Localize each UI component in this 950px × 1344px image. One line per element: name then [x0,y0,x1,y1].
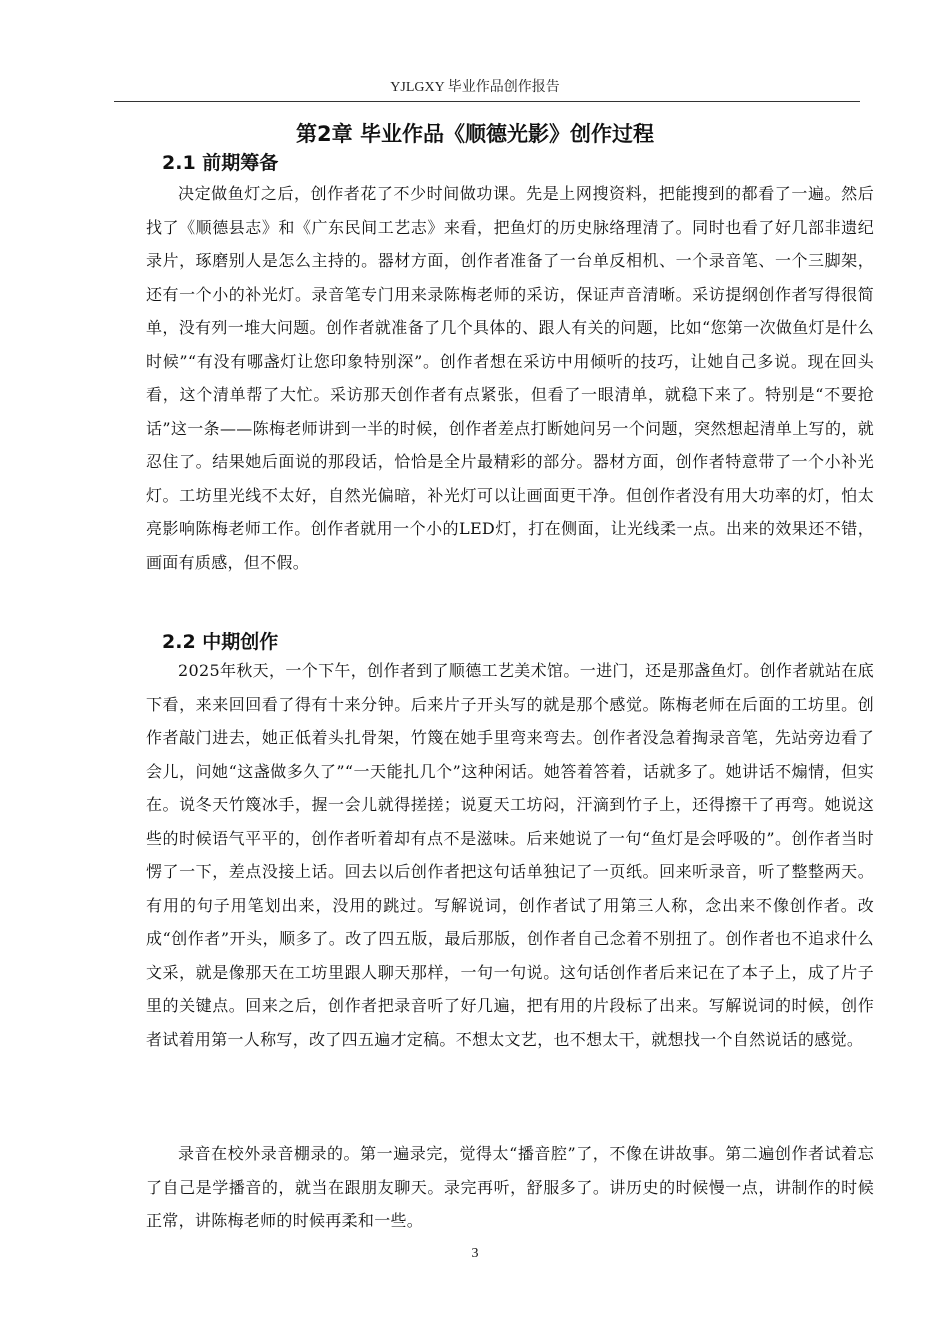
paragraph-2-2-1: 2025年秋天，一个下午，创作者到了顺德工艺美术馆。一进门，还是那盏鱼灯。创作者就站在底下看，来来回回看了得有十来分钟。后来片子开头写的就是那个感觉。陈梅老师在后面的工坊里。创作者敲门进去，她正低着头扎骨架，竹篾在她手里弯来弯去。创作者没急着掏录音笔，先站旁边看了会儿，问她“这盏做多久了”“一天能扎几个”这种闲话。她答着答着，话就多了。她讲话不煽情，但实在。说冬天竹篾冰手，握一会儿就得搓搓；说夏天工坊闷，汗滴到竹子上，还得擦干了再弯。她说这些的时候语气平平的，创作者听着却有点不是滋味。后来她说了一句“鱼灯是会呼吸的”。创作者当时愣了一下，差点没接上话。回去以后创作者把这句话单独记了一页纸。回来听录音，听了整整两天。有用的句子用笔划出来，没用的跳过。写解说词，创作者试了用第三人称，念出来不像创作者。改成“创作者”开头，顺多了。改了四五版，最后那版，创作者自己念着不别扭了。创作者也不追求什么文采，就是像那天在工坊里跟人聊天那样，一句一句说。这句话创作者后来记在了本子上，成了片子里的关键点。回来之后，创作者把录音听了好几遍，把有用的片段标了出来。写解说词的时候，创作者试着用第一人称写，改了四五遍才定稿。不想太文艺，也不想太干，就想找一个自然说话的感觉。 [146,661,874,1049]
chapter-title: 第2章 毕业作品《顺德光影》创作过程 [296,122,654,146]
section-heading-2-1: 2.1 前期筹备 [162,152,279,174]
page-number: 3 [471,1246,479,1261]
section-heading-2-2: 2.2 中期创作 [162,631,279,653]
running-header: YJLGXY 毕业作品创作报告 [390,80,560,95]
paragraph-2-2-2: 录音在校外录音棚录的。第一遍录完，觉得太“播音腔”了，不像在讲故事。第二遍创作者试着忘了自己是学播音的，就当在跟朋友聊天。录完再听，舒服多了。讲历史的时候慢一点，讲制作的时候正常，讲陈梅老师的时候再柔和一些。 [146,1144,874,1230]
paragraph-2-1-1: 决定做鱼灯之后，创作者花了不少时间做功课。先是上网搜资料，把能搜到的都看了一遍。然后找了《顺德县志》和《广东民间工艺志》来看，把鱼灯的历史脉络理清了。同时也看了好几部非遗纪录片，琢磨别人是怎么主持的。器材方面，创作者准备了一台单反相机、一个录音笔、一个三脚架，还有一个小的补光灯。录音笔专门用来录陈梅老师的采访，保证声音清晰。采访提纲创作者写得很简单，没有列一堆大问题。创作者就准备了几个具体的、跟人有关的问题，比如“您第一次做鱼灯是什么时候”“有没有哪盏灯让您印象特别深”。创作者想在采访中用倾听的技巧，让她自己多说。现在回头看，这个清单帮了大忙。采访那天创作者有点紧张，但看了一眼清单，就稳下来了。特别是“不要抢话”这一条——陈梅老师讲到一半的时候，创作者差点打断她问另一个问题，突然想起清单上写的，就忍住了。结果她后面说的那段话，恰恰是全片最精彩的部分。器材方面，创作者特意带了一个小补光灯。工坊里光线不太好，自然光偏暗，补光灯可以让画面更干净。但创作者没有用大功率的灯，怕太亮影响陈梅老师工作。创作者就用一个小的LED灯，打在侧面，让光线柔一点。出来的效果还不错，画面有质感，但不假。 [146,184,874,572]
header-divider [114,101,860,102]
